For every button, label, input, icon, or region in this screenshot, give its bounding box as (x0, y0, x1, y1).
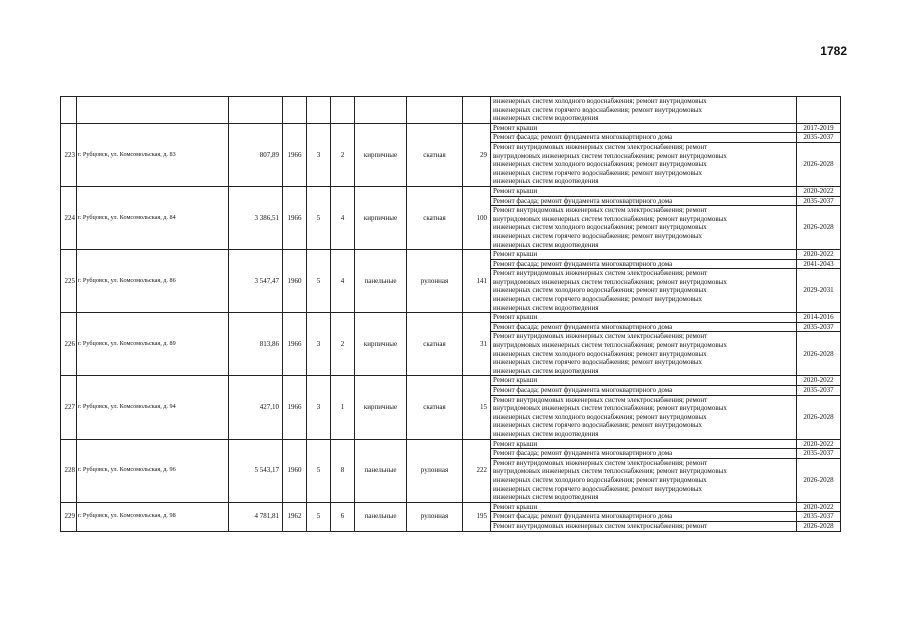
work-line: инженерных систем горячего водоснабжения; ремонт внутридомовых (493, 231, 702, 240)
work-description (491, 123, 797, 133)
empty-cell (283, 97, 307, 124)
build-year: 1966 (283, 376, 307, 439)
work-line: инженерных систем водоотведения (493, 429, 599, 438)
work-term: 2017-2019 (797, 123, 841, 133)
work-line: инженерных систем водоотведения (493, 114, 599, 123)
floor-count: 5 (307, 186, 331, 249)
entrance-count: 8 (331, 439, 355, 502)
floor-count: 3 (307, 123, 331, 186)
work-description (491, 502, 797, 512)
work-line: Ремонт внутридомовых инженерных систем электроснабжения; ремонт (493, 521, 708, 530)
build-year: 1960 (283, 439, 307, 502)
floor-count: 5 (307, 502, 331, 531)
work-term: 2026-2028 (797, 395, 841, 439)
work-line: Ремонт крыши (493, 313, 538, 322)
work-term: 2026-2028 (797, 206, 841, 250)
roof-type: скатная (407, 313, 463, 376)
work-description (491, 449, 797, 459)
wall-material: панельные (355, 250, 407, 313)
work-term: 2026-2028 (797, 142, 841, 186)
work-term: 2020-2022 (797, 186, 841, 196)
work-line: Ремонт фасада; ремонт фундамента многоквартирного дома (493, 196, 673, 205)
work-line: инженерных систем горячего водоснабжения; ремонт внутридомовых (493, 421, 702, 430)
row-index: 226 (61, 313, 77, 376)
repair-schedule-table (60, 96, 841, 532)
work-description (491, 439, 797, 449)
build-year: 1966 (283, 186, 307, 249)
empty-cell (463, 97, 491, 124)
work-description (491, 196, 797, 206)
work-description (491, 521, 797, 531)
work-term: 2035-2037 (797, 512, 841, 522)
empty-cell (355, 97, 407, 124)
work-description (491, 250, 797, 260)
work-line: Ремонт крыши (493, 250, 538, 259)
work-line: внутридомовых инженерных систем теплоснабжения; ремонт внутридомовых (493, 404, 727, 413)
work-description (491, 322, 797, 332)
table-row (61, 97, 841, 124)
empty-cell (61, 97, 77, 124)
work-term: 2026-2028 (797, 521, 841, 531)
floor-count: 5 (307, 250, 331, 313)
work-description (491, 512, 797, 522)
work-line: внутридомовых инженерных систем теплоснабжения; ремонт внутридомовых (493, 214, 727, 223)
wall-material: кирпичные (355, 376, 407, 439)
build-year: 1966 (283, 123, 307, 186)
empty-cell (229, 97, 283, 124)
work-line: Ремонт фасада; ремонт фундамента многоквартирного дома (493, 133, 673, 142)
work-line: инженерных систем холодного водоснабжения; ремонт внутридомовых (493, 97, 707, 105)
roof-type: скатная (407, 186, 463, 249)
work-description (491, 313, 797, 323)
entrance-count: 4 (331, 186, 355, 249)
work-line: внутридомовых инженерных систем теплоснабжения; ремонт внутридомовых (493, 341, 727, 350)
empty-cell (407, 97, 463, 124)
row-index: 229 (61, 502, 77, 531)
work-term: 2020-2022 (797, 439, 841, 449)
work-line: инженерных систем горячего водоснабжения; ремонт внутридомовых (493, 484, 702, 493)
work-line: Ремонт фасада; ремонт фундамента многоквартирного дома (493, 259, 673, 268)
work-line: Ремонт крыши (493, 439, 538, 448)
work-term: 2020-2022 (797, 250, 841, 260)
build-year: 1962 (283, 502, 307, 531)
work-description (491, 376, 797, 386)
work-line: инженерных систем горячего водоснабжения; ремонт внутридомовых (493, 105, 702, 114)
work-line: инженерных систем водоотведения (493, 240, 599, 249)
work-line: инженерных систем холодного водоснабжения; ремонт внутридомовых (493, 349, 707, 358)
work-description (491, 206, 797, 250)
resident-count: 15 (463, 376, 491, 439)
work-term: 2014-2016 (797, 313, 841, 323)
building-address: г. Рубцовск, ул. Комсомольская, д. 96 (77, 439, 229, 502)
work-line: Ремонт фасада; ремонт фундамента многоквартирного дома (493, 449, 673, 458)
work-description (491, 458, 797, 502)
work-term: 2029-2031 (797, 269, 841, 313)
work-line: инженерных систем холодного водоснабжения; ремонт внутридомовых (493, 223, 707, 232)
work-line: Ремонт крыши (493, 376, 538, 385)
work-description (491, 186, 797, 196)
table-row (61, 502, 841, 512)
building-address: г. Рубцовск, ул. Комсомольская, д. 89 (77, 313, 229, 376)
table-row (61, 186, 841, 196)
work-description (491, 395, 797, 439)
resident-count: 222 (463, 439, 491, 502)
entrance-count: 2 (331, 123, 355, 186)
work-line: Ремонт фасада; ремонт фундамента многоквартирного дома (493, 322, 673, 331)
entrance-count: 4 (331, 250, 355, 313)
table-row (61, 376, 841, 386)
roof-type: рулонная (407, 502, 463, 531)
work-line: инженерных систем холодного водоснабжения; ремонт внутридомовых (493, 475, 707, 484)
wall-material: панельные (355, 439, 407, 502)
roof-type: рулонная (407, 250, 463, 313)
work-description (491, 386, 797, 396)
building-area: 813,86 (229, 313, 283, 376)
table-row (61, 123, 841, 133)
work-term: 2020-2022 (797, 502, 841, 512)
wall-material: панельные (355, 502, 407, 531)
entrance-count: 2 (331, 313, 355, 376)
work-term: 2035-2037 (797, 196, 841, 206)
resident-count: 100 (463, 186, 491, 249)
building-area: 807,89 (229, 123, 283, 186)
work-line: инженерных систем горячего водоснабжения; ремонт внутридомовых (493, 295, 702, 304)
work-line: Ремонт внутридомовых инженерных систем электроснабжения; ремонт (493, 458, 708, 467)
empty-cell (307, 97, 331, 124)
work-term: 2035-2037 (797, 449, 841, 459)
work-line: инженерных систем холодного водоснабжения; ремонт внутридомовых (493, 412, 707, 421)
work-description (491, 259, 797, 269)
resident-count: 141 (463, 250, 491, 313)
work-line: Ремонт фасада; ремонт фундамента многоквартирного дома (493, 512, 673, 521)
work-term: 2026-2028 (797, 458, 841, 502)
empty-cell (331, 97, 355, 124)
table-row (61, 250, 841, 260)
row-index: 227 (61, 376, 77, 439)
empty-cell (77, 97, 229, 124)
building-area: 4 781,81 (229, 502, 283, 531)
work-line: инженерных систем водоотведения (493, 303, 599, 312)
building-area: 3 386,51 (229, 186, 283, 249)
work-line: Ремонт крыши (493, 502, 538, 511)
floor-count: 3 (307, 376, 331, 439)
resident-count: 29 (463, 123, 491, 186)
building-area: 3 547,47 (229, 250, 283, 313)
building-address: г. Рубцовск, ул. Комсомольская, д. 98 (77, 502, 229, 531)
work-line: инженерных систем горячего водоснабжения; ремонт внутридомовых (493, 358, 702, 367)
page-number: 1782 (820, 44, 847, 58)
work-line: Ремонт внутридомовых инженерных систем электроснабжения; ремонт (493, 206, 708, 215)
work-description (491, 142, 797, 186)
work-line: Ремонт внутридомовых инженерных систем электроснабжения; ремонт (493, 269, 708, 278)
building-address: г. Рубцовск, ул. Комсомольская, д. 83 (77, 123, 229, 186)
work-line: Ремонт крыши (493, 123, 538, 132)
work-line: инженерных систем водоотведения (493, 177, 599, 186)
work-term: 2035-2037 (797, 386, 841, 396)
work-line: Ремонт крыши (493, 186, 538, 195)
work-term: 2026-2028 (797, 332, 841, 376)
work-term: 2035-2037 (797, 322, 841, 332)
building-area: 5 543,17 (229, 439, 283, 502)
wall-material: кирпичные (355, 313, 407, 376)
roof-type: скатная (407, 376, 463, 439)
table-row (61, 313, 841, 323)
work-term: 2035-2037 (797, 133, 841, 143)
work-line: Ремонт внутридомовых инженерных систем электроснабжения; ремонт (493, 395, 708, 404)
building-address: г. Рубцовск, ул. Комсомольская, д. 84 (77, 186, 229, 249)
work-line: Ремонт внутридомовых инженерных систем электроснабжения; ремонт (493, 142, 708, 151)
roof-type: рулонная (407, 439, 463, 502)
entrance-count: 1 (331, 376, 355, 439)
wall-material: кирпичные (355, 123, 407, 186)
building-address: г. Рубцовск, ул. Комсомольская, д. 86 (77, 250, 229, 313)
work-line: инженерных систем холодного водоснабжения; ремонт внутридомовых (493, 160, 707, 169)
floor-count: 5 (307, 439, 331, 502)
entrance-count: 6 (331, 502, 355, 531)
build-year: 1966 (283, 313, 307, 376)
work-description (491, 97, 797, 124)
resident-count: 195 (463, 502, 491, 531)
build-year: 1960 (283, 250, 307, 313)
floor-count: 3 (307, 313, 331, 376)
work-line: инженерных систем водоотведения (493, 493, 599, 502)
work-term (797, 97, 841, 124)
work-line: внутридомовых инженерных систем теплоснабжения; ремонт внутридомовых (493, 467, 727, 476)
building-area: 427,10 (229, 376, 283, 439)
table-row (61, 439, 841, 449)
work-line: инженерных систем горячего водоснабжения; ремонт внутридомовых (493, 168, 702, 177)
building-address: г. Рубцовск, ул. Комсомольская, д. 94 (77, 376, 229, 439)
work-line: Ремонт фасада; ремонт фундамента многоквартирного дома (493, 386, 673, 394)
roof-type: скатная (407, 123, 463, 186)
row-index: 224 (61, 186, 77, 249)
work-description (491, 269, 797, 313)
work-line: инженерных систем водоотведения (493, 366, 599, 375)
wall-material: кирпичные (355, 186, 407, 249)
work-term: 2020-2022 (797, 376, 841, 386)
resident-count: 31 (463, 313, 491, 376)
work-term: 2041-2043 (797, 259, 841, 269)
work-line: внутридомовых инженерных систем теплоснабжения; ремонт внутридомовых (493, 151, 727, 160)
row-index: 223 (61, 123, 77, 186)
row-index: 225 (61, 250, 77, 313)
work-line: внутридомовых инженерных систем теплоснабжения; ремонт внутридомовых (493, 277, 727, 286)
work-description (491, 332, 797, 376)
work-line: Ремонт внутридомовых инженерных систем электроснабжения; ремонт (493, 332, 708, 341)
row-index: 228 (61, 439, 77, 502)
work-description (491, 133, 797, 143)
work-line: инженерных систем холодного водоснабжения; ремонт внутридомовых (493, 286, 707, 295)
